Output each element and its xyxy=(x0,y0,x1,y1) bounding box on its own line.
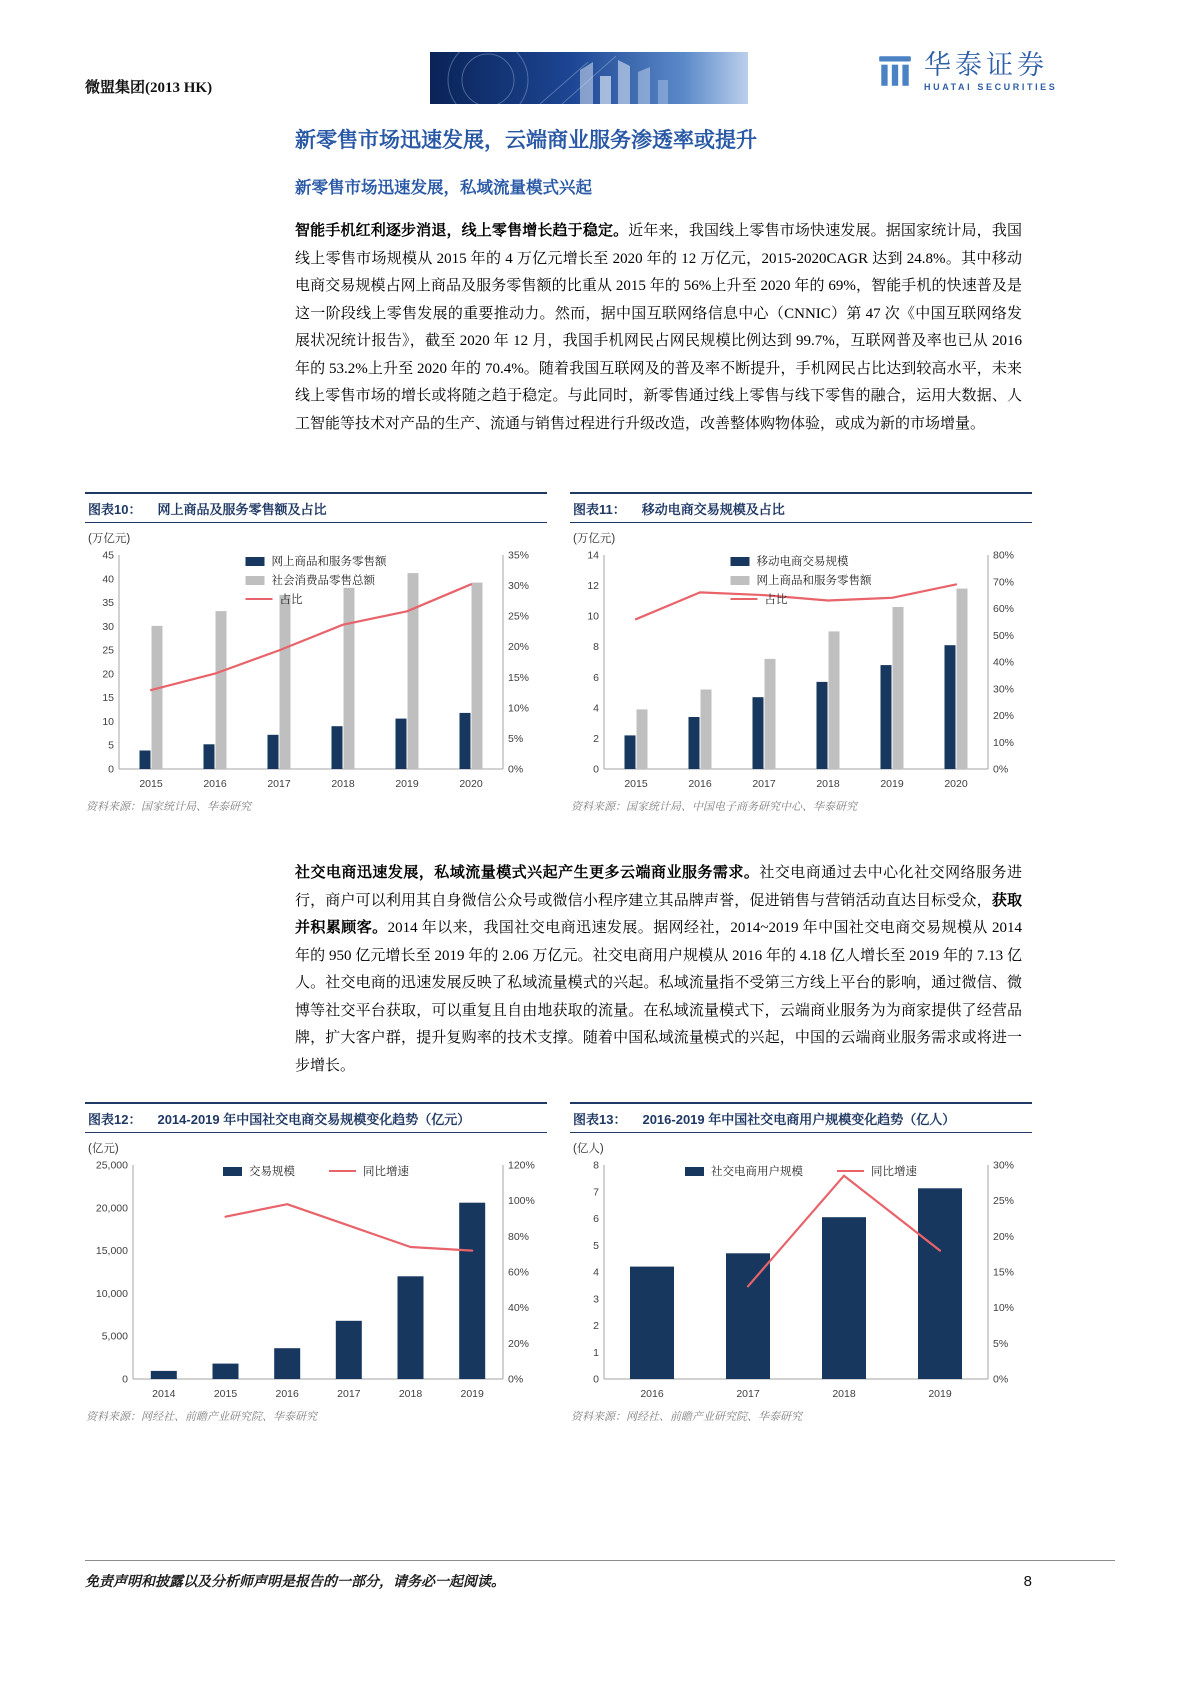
chart-canvas xyxy=(85,1155,547,1405)
figure-number: 图表11： xyxy=(573,502,626,517)
svg-text:50%: 50% xyxy=(993,629,1015,642)
svg-text:25%: 25% xyxy=(993,1195,1015,1208)
svg-text:10%: 10% xyxy=(993,1302,1015,1315)
brand-name-cn: 华泰证券 xyxy=(924,50,1048,80)
svg-text:2018: 2018 xyxy=(816,778,840,790)
legend-bar-swatch xyxy=(685,1167,704,1176)
svg-text:2015: 2015 xyxy=(139,778,163,790)
legend-label: 移动电商交易规模 xyxy=(756,556,849,568)
legend-label: 占比 xyxy=(764,594,788,606)
huatai-logo-text xyxy=(924,50,1057,92)
svg-text:40%: 40% xyxy=(993,656,1015,669)
svg-text:35: 35 xyxy=(102,597,114,610)
chart-plot-area xyxy=(570,545,1032,795)
brand-name-en: HUATAI SECURITIES xyxy=(924,82,1058,92)
svg-text:0: 0 xyxy=(593,1373,599,1386)
paragraph-online-retail xyxy=(295,218,1022,438)
svg-text:0: 0 xyxy=(593,763,599,776)
figure-title: 移动电商交易规模及占比 xyxy=(641,502,785,517)
legend-bar-swatch xyxy=(731,557,750,566)
chart-legend xyxy=(246,553,387,607)
banner-art xyxy=(430,52,748,104)
legend-bar-swatch xyxy=(223,1167,242,1176)
svg-text:2016: 2016 xyxy=(203,778,227,790)
svg-text:10: 10 xyxy=(102,715,114,728)
svg-text:2018: 2018 xyxy=(331,778,355,790)
figure-10 xyxy=(85,492,547,814)
legend-label: 社交电商用户规模 xyxy=(711,1166,803,1178)
svg-text:2019: 2019 xyxy=(460,1388,484,1400)
huatai-logo xyxy=(876,50,1057,92)
svg-text:1: 1 xyxy=(593,1346,599,1359)
figure-number: 图表13： xyxy=(573,1112,627,1127)
figure-source: 资料来源：网经社、前瞻产业研究院、华泰研究 xyxy=(571,1411,802,1423)
figure-header xyxy=(85,492,547,523)
svg-text:2018: 2018 xyxy=(832,1388,856,1400)
legend-item xyxy=(223,1163,295,1179)
svg-text:3: 3 xyxy=(593,1293,599,1306)
legend-label: 交易规模 xyxy=(249,1166,295,1178)
figures-row-1 xyxy=(85,492,1032,822)
figure-13 xyxy=(570,1102,1032,1424)
svg-text:10%: 10% xyxy=(993,736,1015,749)
svg-text:5,000: 5,000 xyxy=(101,1330,128,1343)
svg-text:25: 25 xyxy=(102,644,114,657)
text-segment: 智能手机红利逐步消退，线上零售增长趋于稳定。 xyxy=(295,223,629,239)
legend-item xyxy=(731,553,872,569)
svg-text:4: 4 xyxy=(593,1266,599,1279)
svg-text:0: 0 xyxy=(122,1373,128,1386)
legend-label: 社会消费品零售总额 xyxy=(271,575,375,587)
figure-title: 2014-2019 年中国社交电商交易规模变化趋势（亿元） xyxy=(157,1112,471,1127)
svg-text:25,000: 25,000 xyxy=(95,1159,128,1172)
legend-item xyxy=(731,591,872,607)
chart-legend xyxy=(685,1163,917,1179)
axis-unit-label: (亿人) xyxy=(573,1143,604,1155)
svg-text:2: 2 xyxy=(593,732,599,745)
legend-item xyxy=(246,591,387,607)
svg-text:40%: 40% xyxy=(508,1302,530,1315)
svg-text:25%: 25% xyxy=(508,610,530,623)
svg-text:6: 6 xyxy=(593,1213,599,1225)
legend-line-swatch xyxy=(246,598,273,600)
svg-text:2020: 2020 xyxy=(459,778,483,790)
axis-unit-label: (万亿元) xyxy=(88,533,131,545)
chart-legend xyxy=(731,553,872,607)
figure-header xyxy=(570,1102,1032,1133)
figure-number: 图表12： xyxy=(88,1112,142,1127)
svg-text:0%: 0% xyxy=(993,1373,1009,1386)
svg-text:8: 8 xyxy=(593,641,599,654)
chart-plot-area xyxy=(570,1155,1032,1405)
svg-text:20,000: 20,000 xyxy=(95,1202,128,1215)
legend-label: 同比增速 xyxy=(363,1166,409,1178)
legend-item xyxy=(731,572,872,588)
svg-text:60%: 60% xyxy=(508,1266,530,1279)
legend-item xyxy=(685,1163,803,1179)
svg-text:40: 40 xyxy=(102,573,114,586)
svg-text:8: 8 xyxy=(593,1159,599,1172)
text-segment: 2014 年以来，我国社交电商迅速发展。据网经社，2014~2019 年中国社交电商交易规模从 2014 年的 950 亿元增长至 2019 年的 2.06 万亿元。社交电商用户规模从 2016 年的 4.18 亿人增长至 2019 年的 7.13 亿人。社交电商的迅速发展反映了私域流量模式的兴起。私域流量指不受第三方线上平台的影响，通过微信、微博等社交平台获取，可以重复且自由地获取的流量。在私域流量模式下，云端商业服务为为商家提供了经营品牌，扩大客户群，提升复购率的技术支撑。随着中国私域流量模式的兴起，中国的云端商业服务需求或将进一步增长。 xyxy=(295,920,1022,1074)
svg-text:2019: 2019 xyxy=(395,778,419,790)
legend-bar-swatch xyxy=(246,576,265,585)
svg-text:20: 20 xyxy=(102,668,114,681)
svg-text:20%: 20% xyxy=(993,710,1015,722)
footer-divider xyxy=(85,1560,1115,1561)
legend-item xyxy=(837,1163,917,1179)
legend-line-swatch xyxy=(837,1170,864,1172)
chart-plot-area xyxy=(85,1155,547,1405)
figures-row-2 xyxy=(85,1102,1032,1432)
svg-text:14: 14 xyxy=(587,549,599,562)
svg-text:2019: 2019 xyxy=(880,778,904,790)
svg-text:30%: 30% xyxy=(993,1159,1015,1172)
text-segment: 近年来，我国线上零售市场快速发展。据国家统计局，我国线上零售市场规模从 2015 年的 4 万亿元增长至 2020 年的 12 万亿元，2015-2020CAGR 达到 24.8%。其中移动电商交易规模占网上商品及服务零售额的比重从 2015 年的 56%上升至 2020 年的 69%，智能手机的快速普及是这一阶段线上零售发展的重要推动力。然而，据中国互联网络信息中心（CNNIC）第 47 次《中国互联网络发展状况统计报告》，截至 2020 年 12 月，我国手机网民占网民规模比例达到 99.7%，互联网普及率也已从 2016 年的 53.2%上升至 2020 年的 70.4%。随着我国互联网及的普及率不断提升，手机网民占比达到较高水平，未来线上零售市场的增长或将随之趋于稳定。与此同时，新零售通过线上零售与线下零售的融合，运用大数据、人工智能等技术对产品的生产、流通与销售过程进行升级改造，改善整体购物体验，或成为新的市场增量。 xyxy=(295,223,1022,432)
svg-text:20%: 20% xyxy=(508,641,530,654)
svg-text:15%: 15% xyxy=(508,671,530,684)
svg-text:70%: 70% xyxy=(993,576,1015,589)
svg-text:5: 5 xyxy=(593,1239,599,1252)
svg-text:35%: 35% xyxy=(508,549,530,562)
svg-text:15: 15 xyxy=(102,692,114,705)
svg-text:10%: 10% xyxy=(508,702,530,715)
svg-text:10,000: 10,000 xyxy=(95,1287,128,1300)
svg-text:2: 2 xyxy=(593,1320,599,1332)
svg-text:30%: 30% xyxy=(993,683,1015,696)
legend-item xyxy=(246,572,387,588)
page-title: 新零售市场迅速发展，云端商业服务渗透率或提升 xyxy=(295,129,757,152)
svg-text:2014: 2014 xyxy=(152,1388,176,1400)
figure-source: 资料来源：国家统计局、中国电子商务研究中心、华泰研究 xyxy=(571,801,857,813)
figure-12 xyxy=(85,1102,547,1424)
text-segment: 社交电商通过去中心化社交网络服务进行，商户可以利用其自身微信公众号或微信小程序建立其品牌声誉，促进销售与营销活动直达目标受众， xyxy=(295,865,1022,909)
figure-source: 资料来源：国家统计局、华泰研究 xyxy=(86,801,251,813)
svg-text:120%: 120% xyxy=(508,1159,535,1172)
text-segment: 社交电商迅速发展，私域流量模式兴起产生更多云端商业服务需求。 xyxy=(295,865,760,881)
svg-text:10: 10 xyxy=(587,610,599,623)
legend-label: 占比 xyxy=(279,594,303,606)
legend-line-swatch xyxy=(329,1170,356,1172)
svg-text:2017: 2017 xyxy=(337,1388,361,1400)
chart-plot-area xyxy=(85,545,547,795)
svg-text:30%: 30% xyxy=(508,580,530,593)
paragraph-social-ecommerce xyxy=(295,860,1022,1080)
text-segment: 获取并积累顾客。 xyxy=(295,892,1022,936)
svg-text:45: 45 xyxy=(102,549,114,562)
svg-text:0%: 0% xyxy=(508,1373,524,1386)
figure-header xyxy=(85,1102,547,1133)
svg-text:20%: 20% xyxy=(993,1230,1015,1243)
svg-text:12: 12 xyxy=(587,580,599,593)
svg-text:2016: 2016 xyxy=(688,778,712,790)
svg-text:2015: 2015 xyxy=(213,1388,238,1400)
legend-item xyxy=(246,553,387,569)
svg-text:2019: 2019 xyxy=(928,1388,952,1400)
svg-text:0: 0 xyxy=(108,763,114,776)
svg-text:15,000: 15,000 xyxy=(95,1245,128,1258)
section-subtitle: 新零售市场迅速发展，私域流量模式兴起 xyxy=(295,179,592,197)
svg-text:4: 4 xyxy=(593,702,599,715)
legend-line-swatch xyxy=(731,598,758,600)
figure-header xyxy=(570,492,1032,523)
disclaimer-text: 免责声明和披露以及分析师声明是报告的一部分，请务必一起阅读。 xyxy=(85,1575,505,1590)
figure-title: 网上商品及服务零售额及占比 xyxy=(157,502,327,517)
svg-text:2017: 2017 xyxy=(752,778,776,790)
legend-bar-swatch xyxy=(731,576,750,585)
footer xyxy=(85,1571,1032,1591)
legend-bar-swatch xyxy=(246,557,265,566)
svg-text:100%: 100% xyxy=(508,1195,535,1208)
svg-text:2015: 2015 xyxy=(624,778,648,790)
svg-text:0%: 0% xyxy=(993,763,1009,776)
legend-label: 同比增速 xyxy=(871,1166,917,1178)
svg-text:2016: 2016 xyxy=(640,1388,664,1400)
svg-text:7: 7 xyxy=(593,1186,599,1199)
svg-text:2016: 2016 xyxy=(275,1388,299,1400)
legend-label: 网上商品和服务零售额 xyxy=(271,556,387,568)
figure-source: 资料来源：网经社、前瞻产业研究院、华泰研究 xyxy=(86,1411,317,1423)
svg-text:2018: 2018 xyxy=(398,1388,423,1400)
svg-text:80%: 80% xyxy=(993,549,1015,562)
huatai-logo-icon xyxy=(876,52,914,90)
svg-text:2017: 2017 xyxy=(736,1388,760,1400)
company-ticker: 微盟集团(2013 HK) xyxy=(85,80,213,96)
svg-text:60%: 60% xyxy=(993,603,1015,615)
svg-text:5%: 5% xyxy=(508,732,524,745)
svg-text:80%: 80% xyxy=(508,1230,530,1243)
svg-text:6: 6 xyxy=(593,671,599,684)
figure-11 xyxy=(570,492,1032,814)
svg-text:0%: 0% xyxy=(508,763,524,776)
chart-legend xyxy=(223,1163,409,1179)
page-number: 8 xyxy=(1023,1573,1032,1590)
svg-text:5: 5 xyxy=(108,739,114,752)
chart-canvas xyxy=(570,1155,1032,1405)
svg-text:30: 30 xyxy=(102,620,114,633)
legend-label: 网上商品和服务零售额 xyxy=(756,575,872,587)
figure-title: 2016-2019 年中国社交电商用户规模变化趋势（亿人） xyxy=(642,1112,956,1127)
axis-unit-label: (亿元) xyxy=(88,1143,119,1155)
svg-text:20%: 20% xyxy=(508,1337,530,1350)
svg-text:2017: 2017 xyxy=(267,778,291,790)
figure-number: 图表10： xyxy=(88,502,142,517)
axis-unit-label: (万亿元) xyxy=(573,533,616,545)
header-banner-graphic xyxy=(430,52,748,104)
svg-text:2020: 2020 xyxy=(944,778,968,790)
svg-text:15%: 15% xyxy=(993,1266,1015,1279)
svg-text:5%: 5% xyxy=(993,1337,1009,1350)
legend-item xyxy=(329,1163,409,1179)
